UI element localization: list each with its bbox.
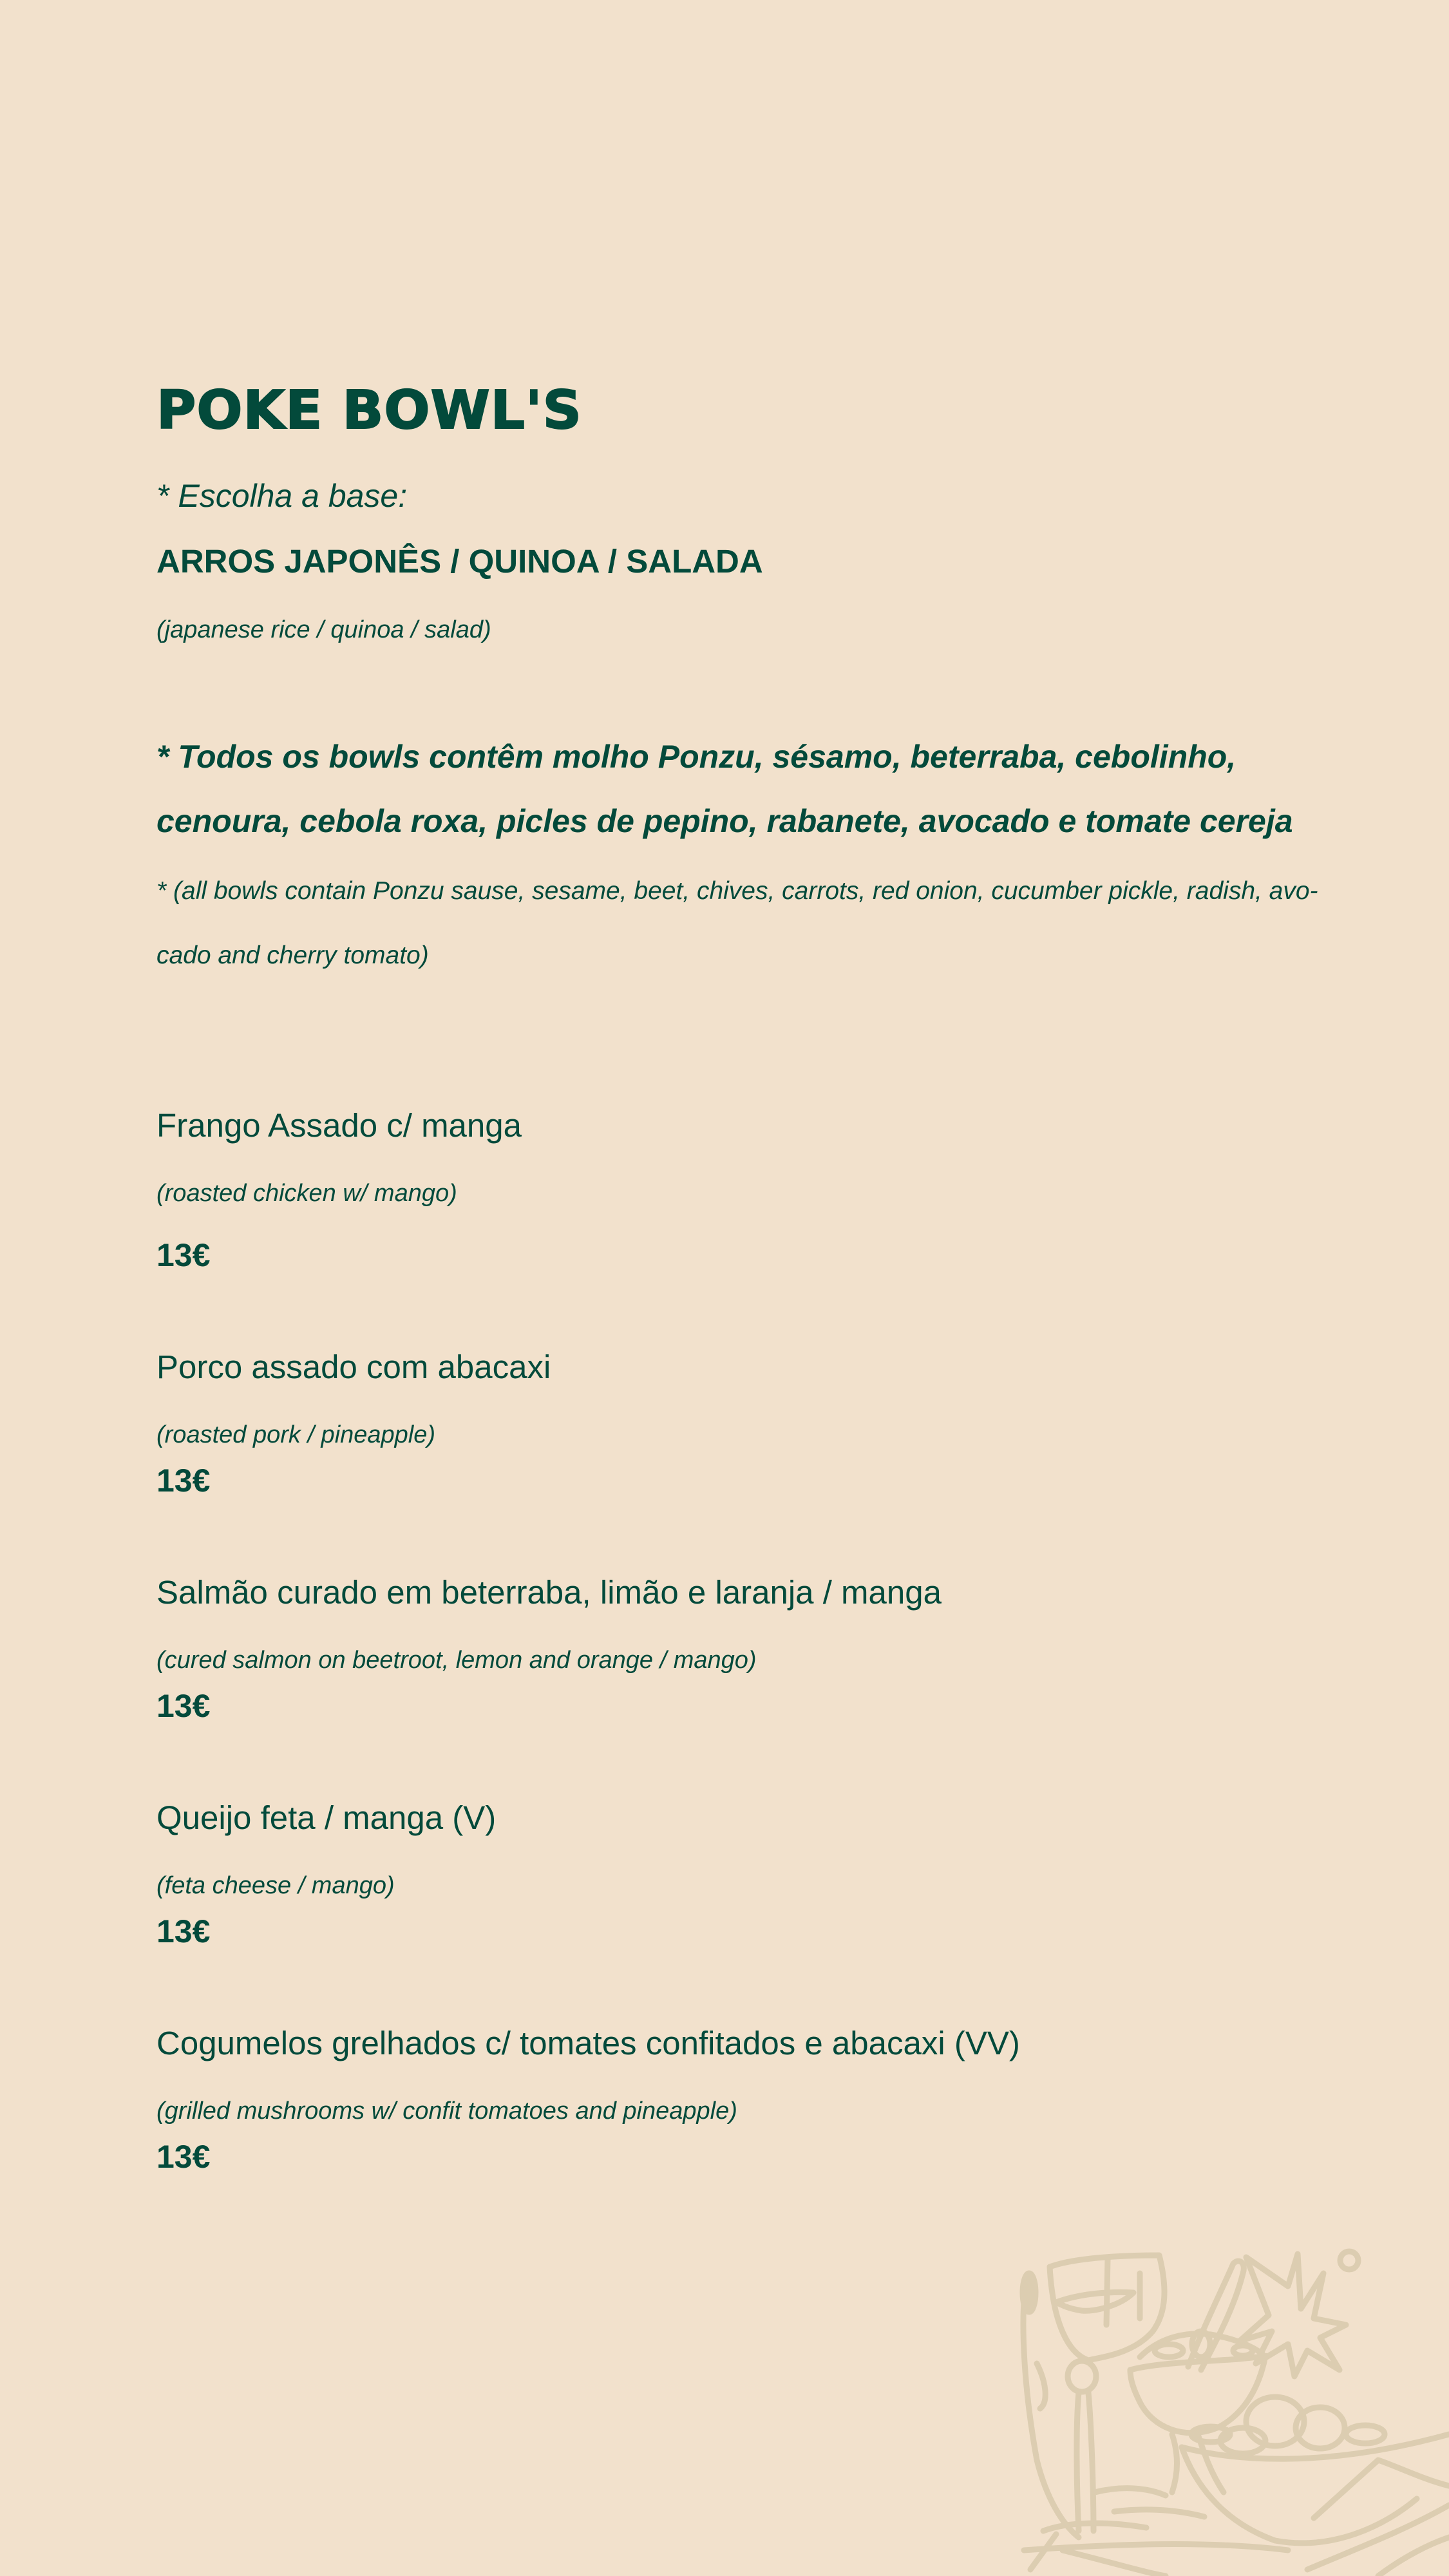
base-translation: (japanese rice / quinoa / salad) — [156, 616, 491, 643]
ingredients-note-en-line: cado and cherry tomato) — [156, 942, 429, 969]
menu-item-name: Porco assado com abacaxi — [156, 1349, 551, 1385]
menu-item-name: Frango Assado c/ manga — [156, 1107, 522, 1144]
ingredients-note-en-line: * (all bowls contain Ponzu sause, sesame, beet, chives, carrots, red onion, cucumber pickle, radish, avo- — [156, 877, 1318, 905]
still-life-illustration-icon — [1018, 2248, 1449, 2576]
menu-item-price: 13€ — [156, 2139, 211, 2175]
menu-item-price: 13€ — [156, 1913, 211, 1949]
page-title: POKE BOWL'S — [156, 380, 582, 441]
ingredients-note-pt-line: * Todos os bowls contêm molho Ponzu, sésamo, beterraba, cebolinho, — [156, 739, 1236, 775]
menu-item-price: 13€ — [156, 1463, 211, 1499]
leaf-stem-icon — [1023, 2273, 1079, 2537]
menu-item-translation: (feta cheese / mango) — [156, 1872, 395, 1899]
ingredients-note-pt-line: cenoura, cebola roxa, picles de pepino, rabanete, avocado e tomate cereja — [156, 803, 1293, 839]
base-options: ARROS JAPONÊS / QUINOA / SALADA — [156, 543, 763, 580]
menu-item-name: Queijo feta / manga (V) — [156, 1799, 497, 1836]
menu-item-translation: (roasted chicken w/ mango) — [156, 1180, 457, 1207]
menu-item-price: 13€ — [156, 1688, 211, 1724]
menu-item-translation: (grilled mushrooms w/ confit tomatoes and pineapple) — [156, 2098, 737, 2125]
menu-item-translation: (cured salmon on beetroot, lemon and orange / mango) — [156, 1647, 757, 1674]
menu-item-name: Cogumelos grelhados c/ tomates confitados e abacaxi (VV) — [156, 2025, 1020, 2061]
menu-item-name: Salmão curado em beterraba, limão e laranja / manga — [156, 1574, 942, 1611]
star-flower-icon — [1240, 2251, 1358, 2376]
menu-item-price: 13€ — [156, 1237, 211, 1273]
menu-item-translation: (roasted pork / pineapple) — [156, 1421, 436, 1448]
base-prompt: * Escolha a base: — [156, 478, 408, 514]
